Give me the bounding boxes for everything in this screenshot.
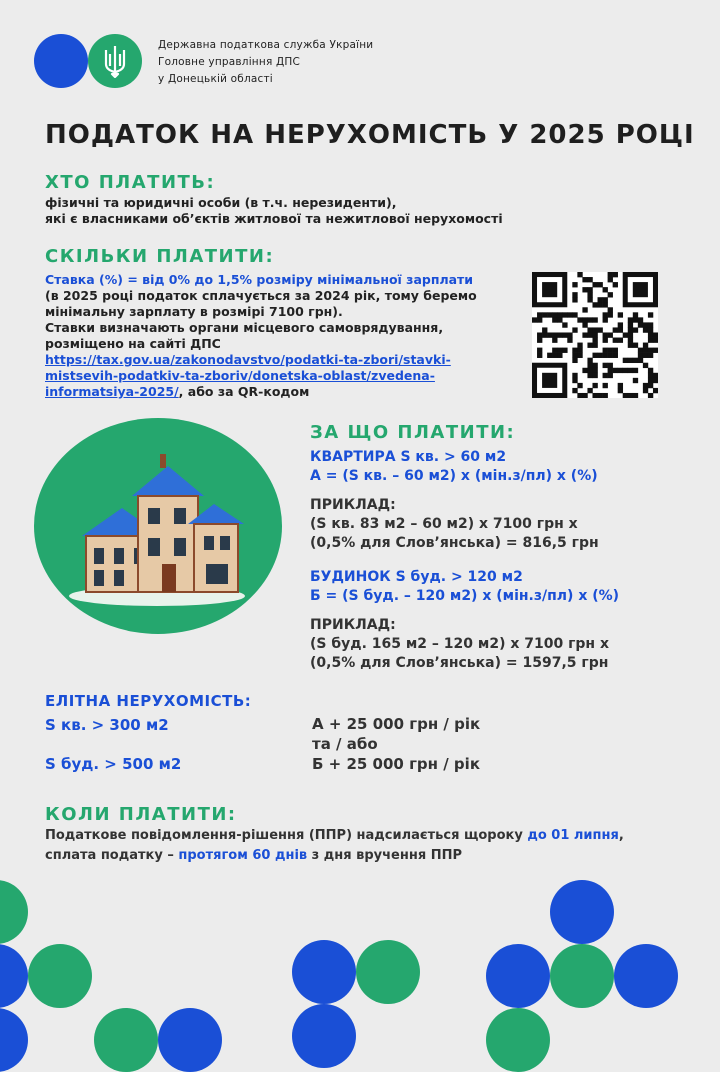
house-section: [310, 568, 619, 673]
page-title: ПОДАТОК НА НЕРУХОМІСТЬ У 2025 РОЦІ: [45, 120, 695, 150]
deco-circle: [292, 1004, 356, 1068]
deadline-july: до 01 липня: [527, 828, 619, 843]
apartment-example-2: (0,5% для Слов’янська) = 816,5 грн: [310, 535, 599, 551]
deco-circle: [614, 944, 678, 1008]
house-example-1: (S буд. 165 м2 – 120 м2) х 7100 грн х: [310, 636, 609, 652]
deco-circle: [486, 944, 550, 1008]
apartment-condition: КВАРТИРА S кв. > 60 м2: [310, 449, 507, 465]
elite-heading: ЕЛІТНА НЕРУХОМІСТЬ:: [45, 692, 252, 710]
qr-code-icon: [532, 272, 658, 398]
deco-circle: [486, 1008, 550, 1072]
qr-code[interactable]: [532, 272, 658, 398]
who-line-2: які є власниками об’єктів житлової та нежитлової нерухомості: [45, 211, 503, 226]
when-text: [45, 826, 705, 866]
deco-circle: [550, 880, 614, 944]
when-line-2a: сплата податку –: [45, 848, 179, 863]
elite-rule-3: Б + 25 000 грн / рік: [312, 755, 480, 773]
trident-icon: [100, 44, 130, 78]
house-example-label: ПРИКЛАД:: [310, 617, 396, 633]
how-much-line-2: (в 2025 році податок сплачується за 2024 рік, тому беремо: [45, 288, 477, 303]
deco-circle: [550, 944, 614, 1008]
house-condition: БУДИНОК S буд. > 120 м2: [310, 569, 523, 585]
deco-circle: [158, 1008, 222, 1072]
deco-circle: [0, 944, 28, 1008]
deco-circle: [0, 1008, 28, 1072]
how-much-line-4: Ставки визначають органи місцевого самоврядування,: [45, 320, 444, 335]
logo-blue-circle: [34, 34, 88, 88]
house-example-2: (0,5% для Слов’янська) = 1597,5 грн: [310, 655, 609, 671]
who-heading: ХТО ПЛАТИТЬ:: [45, 172, 216, 193]
how-much-heading: СКІЛЬКИ ПЛАТИТИ:: [45, 246, 275, 267]
deco-circle: [94, 1008, 158, 1072]
org-line-1: Державна податкова служба України: [158, 39, 374, 51]
deco-circle: [292, 940, 356, 1004]
deco-circle: [0, 880, 28, 944]
who-line-1: фізичні та юридичні особи (в т.ч. нерезиденти),: [45, 195, 397, 210]
org-name: [158, 37, 373, 88]
who-text: [45, 195, 503, 227]
rate-line: Ставка (%) = від 0% до 1,5% розміру мінімальної зарплати: [45, 272, 474, 287]
apartment-example-label: ПРИКЛАД:: [310, 497, 396, 513]
tax-link-2[interactable]: mistsevih-podatkiv-ta-zboriv/donetska-oblast/zvedena-: [45, 368, 435, 383]
house-icon: [62, 448, 252, 608]
elite-house: S буд. > 500 м2: [45, 755, 182, 773]
how-much-line-5: розміщено на сайті ДПС: [45, 336, 221, 351]
apartment-example-1: (S кв. 83 м2 – 60 м2) х 7100 грн х: [310, 516, 578, 532]
elite-rule-2: та / або: [312, 735, 378, 753]
apartment-section: [310, 448, 599, 553]
when-line-2c: з дня вручення ППР: [307, 848, 462, 863]
house-formula: Б = (S буд. – 120 м2) х (мін.з/пл) х (%): [310, 588, 620, 604]
tax-link-1[interactable]: https://tax.gov.ua/zakonodavstvo/podatki-ta-zbori/stavki-: [45, 352, 451, 367]
after-link-text: , або за QR-кодом: [178, 384, 310, 399]
org-line-3: у Донецькій області: [158, 73, 273, 85]
deco-circle: [28, 944, 92, 1008]
how-much-text: [45, 272, 515, 400]
what-for-heading: ЗА ЩО ПЛАТИТИ:: [310, 422, 516, 443]
tax-link-3[interactable]: informatsiya-2025/: [45, 384, 179, 399]
when-line-1c: ,: [618, 828, 624, 843]
org-line-2: Головне управління ДПС: [158, 56, 301, 68]
elite-rules: [312, 714, 480, 774]
apartment-formula: А = (S кв. – 60 м2) х (мін.з/пл) х (%): [310, 468, 598, 484]
elite-apartment: S кв. > 300 м2: [45, 716, 169, 734]
elite-rule-1: А + 25 000 грн / рік: [312, 715, 481, 733]
how-much-line-3: мінімальну зарплату в розмірі 7100 грн).: [45, 304, 343, 319]
deco-circle: [356, 940, 420, 1004]
deadline-60-days: протягом 60 днів: [178, 848, 308, 863]
when-line-1a: Податкове повідомлення-рішення (ППР) надсилається щороку: [45, 828, 528, 843]
when-heading: КОЛИ ПЛАТИТИ:: [45, 804, 237, 825]
